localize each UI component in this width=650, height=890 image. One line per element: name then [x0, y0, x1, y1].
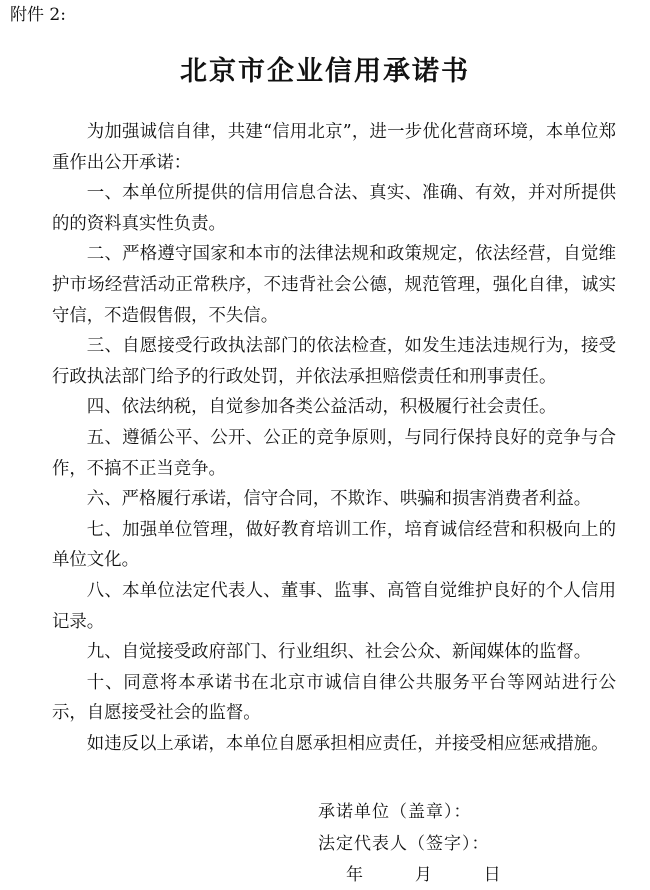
clause-2: 二、严格遵守国家和本市的法律法规和政策规定，依法经营，自觉维护市场经营活动正常秩序，不违背社会公德，规范管理，强化自律，诚实守信，不造假售假，不失信。	[52, 244, 616, 326]
clause-8: 八、本单位法定代表人、董事、监事、高管自觉维护良好的个人信用记录。	[52, 580, 616, 632]
intro-paragraph: 为加强诚信自律，共建“信用北京”，进一步优化营商环境，本单位郑重作出公开承诺：	[52, 122, 616, 173]
signing-unit-label: 承诺单位（盖章）：	[318, 802, 472, 822]
clause-5: 五、遵循公平、公开、公正的竞争原则，与同行保持良好的竞争与合作，不搞不正当竞争。	[52, 427, 616, 479]
clause-3: 三、自愿接受行政执法部门的依法检查，如发生违法违规行为，接受行政执法部门给予的行政处罚，并依法承担赔偿责任和刑事责任。	[52, 336, 616, 387]
document-title: 北京市企业信用承诺书	[180, 56, 470, 87]
date-day-label: 日	[483, 865, 502, 885]
date-month-label: 月	[414, 865, 433, 885]
date-year-label: 年	[346, 865, 364, 885]
clause-6: 六、严格履行承诺，信守合同，不欺诈、哄骗和损害消费者利益。	[86, 489, 592, 510]
clause-9: 九、自觉接受政府部门、行业组织、社会公众、新闻媒体的监督。	[86, 642, 592, 663]
closing-paragraph: 如违反以上承诺，本单位自愿承担相应责任，并接受相应惩戒措施。	[86, 733, 609, 754]
attachment-label: 附件 2:	[10, 5, 66, 25]
clause-4: 四、依法纳税，自觉参加各类公益活动，积极履行社会责任。	[86, 397, 557, 418]
legal-representative-label: 法定代表人（签字）：	[318, 834, 490, 854]
clause-7: 七、加强单位管理，做好教育培训工作，培育诚信经营和积极向上的单位文化。	[52, 519, 616, 571]
signature-date	[346, 863, 502, 887]
clause-10: 十、同意将本承诺书在北京市诚信自律公共服务平台等网站进行公示，自愿接受社会的监督。	[52, 672, 616, 724]
commitment-body	[52, 117, 616, 759]
clause-1: 一、本单位所提供的信用信息合法、真实、准确、有效，并对所提供的的资料真实性负责。	[52, 183, 616, 234]
